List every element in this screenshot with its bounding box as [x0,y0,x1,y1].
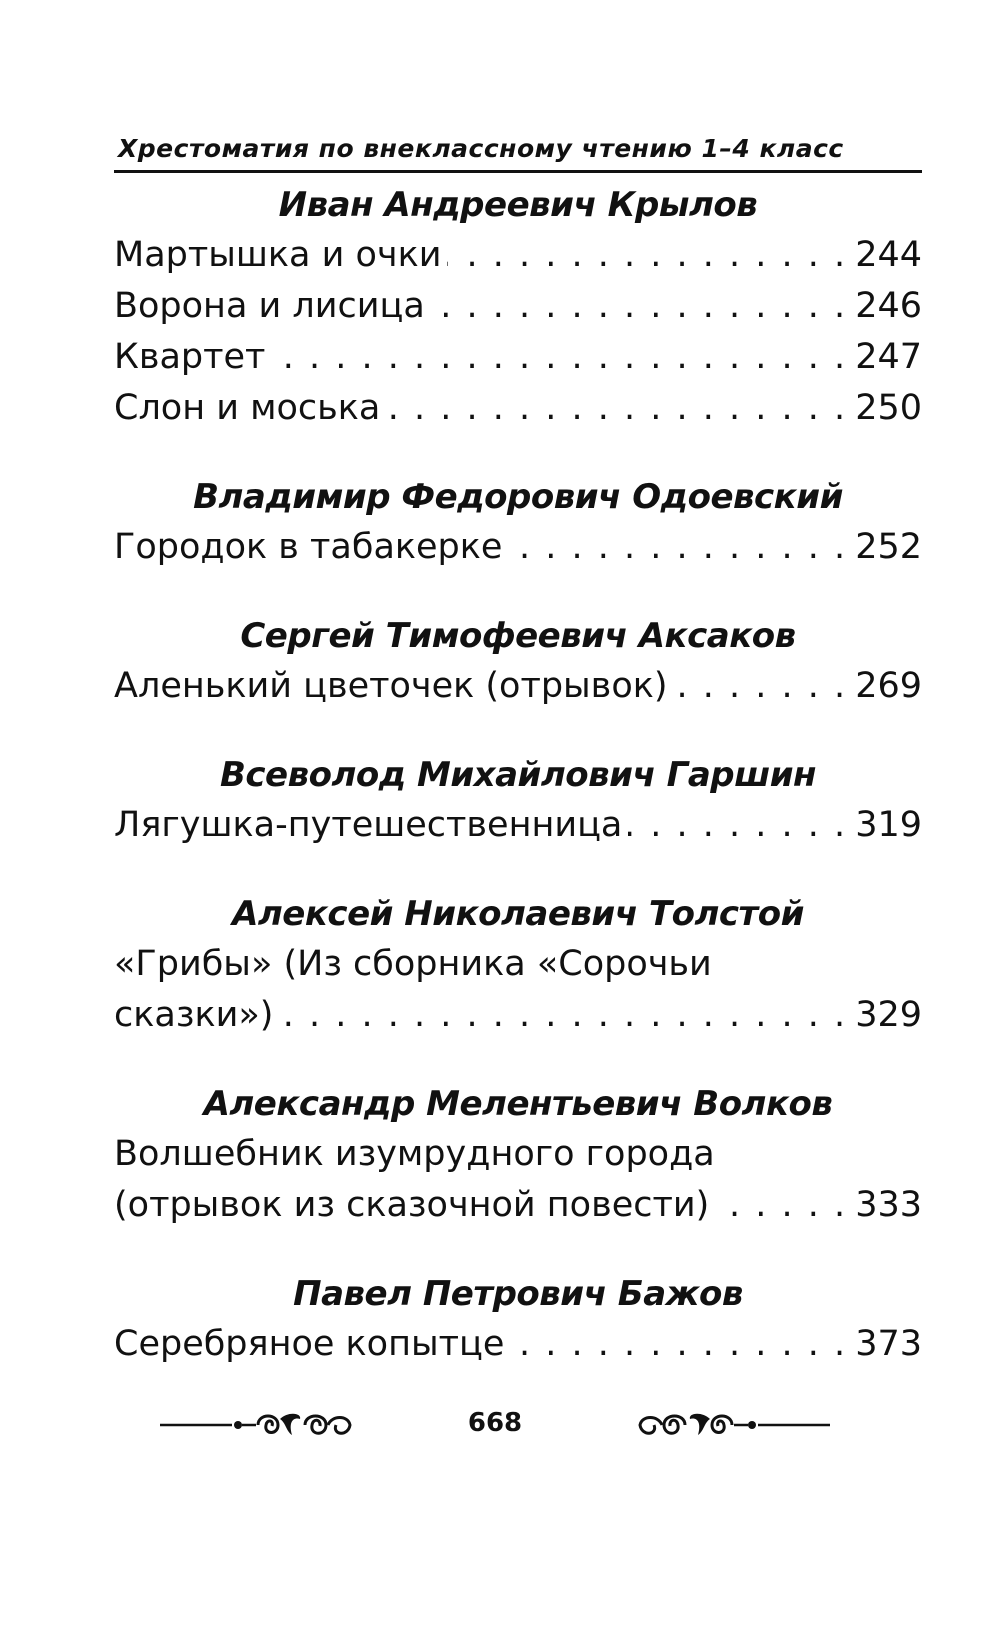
author-heading: Иван Андреевич Крылов [278,185,758,225]
dot-leader [386,383,847,434]
toc-section-tolstoy [114,889,922,1041]
entry-title: Мартышка и очки [114,235,442,275]
entry-page-number: 329 [855,995,922,1035]
toc-section-krylov [114,180,922,434]
entry-title: Ворона и лисица [114,286,425,326]
table-of-contents [114,180,922,1370]
toc-entry [114,230,922,281]
entry-page-number: 246 [855,286,922,326]
author-heading: Алексей Николаевич Толстой [232,894,804,934]
entry-title: Лягушка-путешественница [114,805,623,845]
entry-title-line-1: «Грибы» (Из сборника «Сорочьи [114,944,712,984]
toc-entry [114,661,922,712]
toc-section-volkov [114,1079,922,1231]
entry-page-number: 247 [855,337,922,377]
entry-title: Аленький цветочек (отрывок) [114,666,668,706]
toc-entry [114,281,922,332]
toc-entry [114,939,922,1041]
dot-leader [510,1319,847,1370]
toc-entry [114,332,922,383]
flourish-ornament-right-icon [630,1405,830,1445]
toc-entry [114,383,922,434]
toc-section-aksakov [114,611,922,712]
dot-leader [279,990,847,1041]
toc-entry [114,800,922,851]
entry-title: Квартет [114,337,266,377]
dot-leader [715,1180,847,1231]
entry-page-number: 333 [855,1185,922,1225]
toc-section-garshin [114,750,922,851]
author-heading: Владимир Федорович Одоевский [193,477,843,517]
entry-title-line-2: (отрывок из сказочной повести) [114,1185,710,1225]
dot-leader [447,230,847,281]
entry-page-number: 373 [855,1324,922,1364]
dot-leader [431,281,847,332]
dot-leader [674,661,848,712]
author-heading: Сергей Тимофеевич Аксаков [240,616,796,656]
running-header: Хрестоматия по внеклассному чтению 1–4 класс [118,134,844,163]
entry-page-number: 250 [855,388,922,428]
entry-title-line-2: сказки») [114,995,274,1035]
entry-title: Слон и моська [114,388,381,428]
toc-entry [114,522,922,573]
entry-title: Серебряное копытце [114,1324,505,1364]
author-heading: Павел Петрович Бажов [293,1274,743,1314]
entry-title-line-1: Волшебник изумрудного города [114,1134,715,1174]
author-heading: Всеволод Михайлович Гаршин [219,755,817,795]
dot-leader [628,800,847,851]
toc-section-bazhov [114,1269,922,1370]
entry-title: Городок в табакерке [114,527,503,567]
page-number: 668 [467,1408,523,1438]
toc-section-odoevsky [114,472,922,573]
toc-entry [114,1129,922,1231]
entry-page-number: 244 [855,235,922,275]
header-rule [114,170,922,173]
dot-leader [508,522,847,573]
page-footer [160,1400,830,1450]
toc-entry [114,1319,922,1370]
entry-page-number: 269 [855,666,922,706]
author-heading: Александр Мелентьевич Волков [203,1084,833,1124]
entry-page-number: 252 [855,527,922,567]
dot-leader [271,332,847,383]
entry-page-number: 319 [855,805,922,845]
